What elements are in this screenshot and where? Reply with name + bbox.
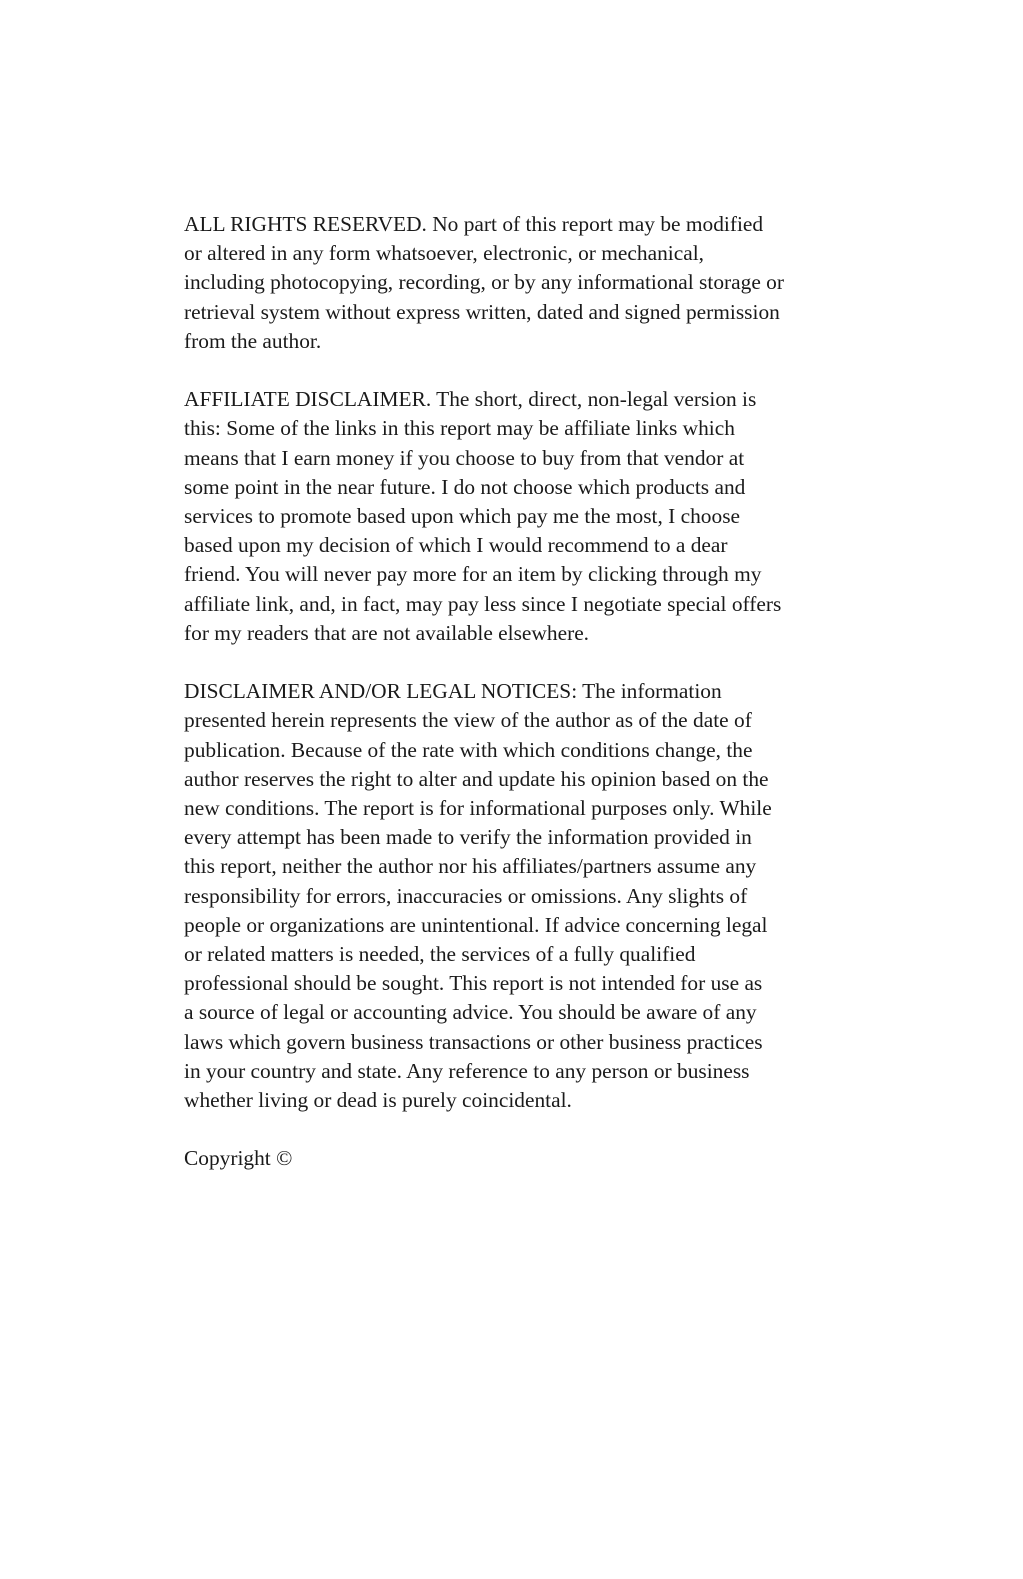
text-line: from the author.	[184, 328, 322, 353]
text-line: or related matters is needed, the services of a fully qualified	[184, 942, 696, 967]
text-line: friend. You will never pay more for an item by clicking through my	[184, 562, 762, 587]
text-line: responsibility for errors, inaccuracies or omissions. Any slights of	[184, 883, 748, 908]
text-line: affiliate link, and, in fact, may pay less since I negotiate special offers	[184, 591, 782, 616]
document-body	[184, 210, 844, 1203]
paragraph-copyright	[184, 1144, 844, 1173]
text-line: this: Some of the links in this report may be affiliate links which	[184, 416, 735, 441]
paragraph-all-rights-reserved	[184, 210, 844, 356]
text-line: services to promote based upon which pay me the most, I choose	[184, 504, 741, 529]
text-line: publication. Because of the rate with which conditions change, the	[184, 737, 753, 762]
text-line: ALL RIGHTS RESERVED. No part of this report may be modified	[184, 212, 764, 236]
copyright-line: Copyright ©	[184, 1146, 293, 1171]
text-line: presented herein represents the view of the author as of the date of	[184, 708, 752, 733]
text-line: every attempt has been made to verify the information provided in	[184, 825, 752, 850]
text-line: for my readers that are not available elsewhere.	[184, 620, 590, 645]
text-line: professional should be sought. This report is not intended for use as	[184, 971, 763, 996]
text-line: author reserves the right to alter and update his opinion based on the	[184, 766, 769, 791]
text-line: a source of legal or accounting advice. You should be aware of any	[184, 1000, 757, 1025]
text-line: or altered in any form whatsoever, electronic, or mechanical,	[184, 241, 705, 266]
text-line: new conditions. The report is for informational purposes only. While	[184, 796, 772, 821]
paragraph-affiliate-disclaimer	[184, 385, 844, 648]
text-line: based upon my decision of which I would recommend to a dear	[184, 533, 728, 558]
text-line: people or organizations are unintentional. If advice concerning legal	[184, 912, 768, 937]
text-line: AFFILIATE DISCLAIMER. The short, direct, non-legal version is	[184, 387, 757, 412]
text-line: including photocopying, recording, or by any informational storage or	[184, 270, 784, 295]
text-line: means that I earn money if you choose to buy from that vendor at	[184, 445, 745, 470]
paragraph-legal-notices	[184, 677, 844, 1115]
text-line: laws which govern business transactions or other business practices	[184, 1029, 763, 1054]
text-line: some point in the near future. I do not choose which products and	[184, 474, 746, 499]
text-line: retrieval system without express written, dated and signed permission	[184, 299, 780, 324]
text-line: in your country and state. Any reference to any person or business	[184, 1058, 750, 1083]
text-line: whether living or dead is purely coincidental.	[184, 1088, 572, 1113]
text-line: this report, neither the author nor his affiliates/partners assume any	[184, 854, 757, 879]
text-line: DISCLAIMER AND/OR LEGAL NOTICES: The information	[184, 679, 722, 704]
